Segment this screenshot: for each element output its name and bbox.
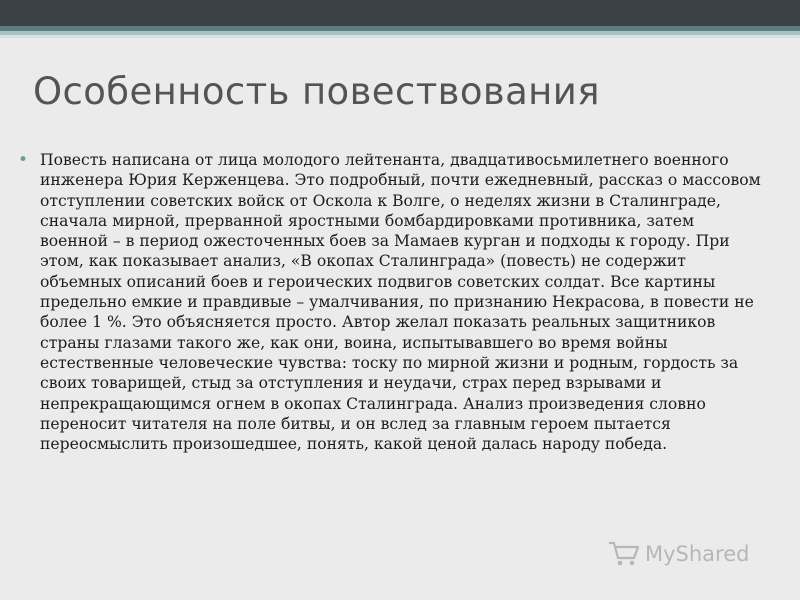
slide-title: Особенность повествования — [33, 70, 600, 113]
watermark-text: MyShared — [645, 542, 750, 566]
bullet-dot-icon: • — [18, 150, 29, 170]
bullet-text: Повесть написана от лица молодого лейтенанта, двадцативосьмилетнего военного инженера Юрия Керженцева. Это подробный, почти ежедневный, рассказ о массовом отступлении советских войск от Оскола к Волге, о неделях жизни в Сталинграде, сначала мирной, прерванной яростными бомбардировками противника, затем военной – в период ожесточенных боев за Мамаев курган и подходы к городу. При этом, как показывает анализ, «В окопах Сталинграда» (повесть) не содержит объемных описаний боев и героических подвигов советских солдат. Все картины предельно емкие и правдивые – умалчивания, по признанию Некрасова, в повести не более 1 %. Это объясняется просто. Автор желал показать реальных защитников страны глазами такого же, как они, воина, испытывавшего во время войны естественные человеческие чувства: тоску по мирной жизни и родным, гордость за своих товарищей, стыд за отступления и неудачи, страх перед взрывами и непрекращающимся огнем в окопах Сталинграда. Анализ произведения словно переносит читателя на поле битвы, и он вслед за главным героем пытается переосмыслить произошедшее, понять, какой ценой далась народу победа. — [40, 151, 761, 454]
top-accent-line-pale — [0, 35, 800, 38]
bullet-list — [18, 150, 763, 454]
watermark — [607, 540, 749, 568]
cart-icon — [607, 540, 641, 568]
top-bar — [0, 0, 800, 26]
